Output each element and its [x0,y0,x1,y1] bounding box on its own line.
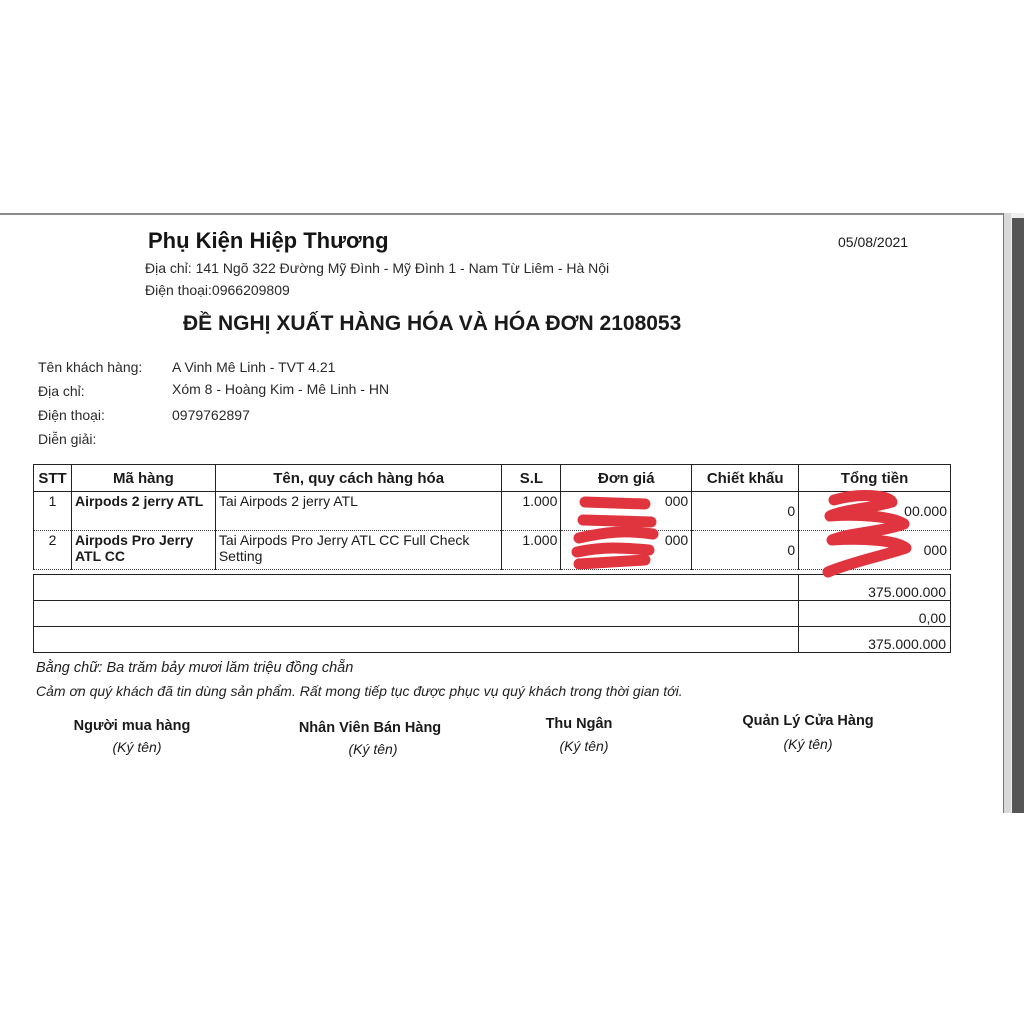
amount-in-words: Bằng chữ: Ba trăm bảy mươi lăm triệu đồng chẵn [36,660,354,676]
signature-role-buyer: Người mua hàng [73,718,191,734]
row-name: Tai Airpods 2 jerry ATL [215,492,502,531]
discount-row [34,601,951,627]
grand-total-label-cell [34,627,799,653]
shop-phone: Điện thoại:0966209809 [145,282,290,298]
signature-note-buyer: (Ký tên) [112,739,162,755]
row-total: 000 [799,531,951,570]
row-qty: 1.000 [502,531,561,570]
row-code: Airpods 2 jerry ATL [71,492,215,531]
row-total: 00.000 [799,492,951,531]
thank-you-note: Cảm ơn quý khách đã tin dùng sản phẩm. Rất mong tiếp tục được phục vụ quý khách trong thời gian tới. [36,683,683,699]
row-stt: 2 [34,531,72,570]
customer-note-label: Diễn giải: [38,431,97,447]
total-redaction-scribble [812,488,920,583]
header-price: Đơn giá [561,465,692,492]
row-discount: 0 [692,492,799,531]
signature-note-manager: (Ký tên) [783,736,833,752]
shop-address: Địa chỉ: 141 Ngõ 322 Đường Mỹ Đình - Mỹ Đình 1 - Nam Từ Liêm - Hà Nội [145,260,610,276]
subtotal-label-cell [34,575,799,601]
document-title: ĐỀ NGHỊ XUẤT HÀNG HÓA VÀ HÓA ĐƠN 2108053 [183,312,682,335]
row-name: Tai Airpods Pro Jerry ATL CC Full Check Setting [215,531,502,570]
signature-role-cashier: Thu Ngân [545,716,613,732]
row-code: Airpods Pro Jerry ATL CC [71,531,215,570]
header-qty: S.L [502,465,561,492]
customer-address: Xóm 8 - Hoàng Kim - Mê Linh - HN [172,381,390,397]
redaction-stroke [828,496,906,572]
customer-name: A Vinh Mê Linh - TVT 4.21 [172,359,336,375]
signature-note-cashier: (Ký tên) [559,738,609,754]
page-shadow [1012,218,1024,813]
invoice-date: 05/08/2021 [838,234,909,250]
shop-name: Phụ Kiện Hiệp Thương [148,228,389,253]
discount-value: 0,00 [799,601,951,627]
signature-note-seller: (Ký tên) [348,741,398,757]
customer-name-label: Tên khách hàng: [38,359,143,375]
row-price: 000 [561,531,692,570]
customer-address-label: Địa chỉ: [38,383,85,399]
grand-total-value: 375.000.000 [799,627,951,653]
row-qty: 1.000 [502,492,561,531]
price-redaction-scribble [565,490,665,575]
header-name: Tên, quy cách hàng hóa [215,465,502,492]
grand-total-row [34,627,951,653]
row-price: 000 [561,492,692,531]
row-stt: 1 [34,492,72,531]
header-total: Tổng tiền [799,465,951,492]
discount-label-cell [34,601,799,627]
header-code: Mã hàng [71,465,215,492]
subtotal-value: 375.000.000 [799,575,951,601]
customer-phone-label: Điện thoại: [38,407,105,423]
row-discount: 0 [692,531,799,570]
signature-role-seller: Nhân Viên Bán Hàng [298,720,442,736]
customer-phone: 0979762897 [172,407,250,423]
signature-role-manager: Quản Lý Cửa Hàng [742,713,874,729]
redaction-stroke [577,502,653,564]
header-discount: Chiết khấu [692,465,799,492]
header-stt: STT [34,465,72,492]
totals-table [33,574,951,653]
